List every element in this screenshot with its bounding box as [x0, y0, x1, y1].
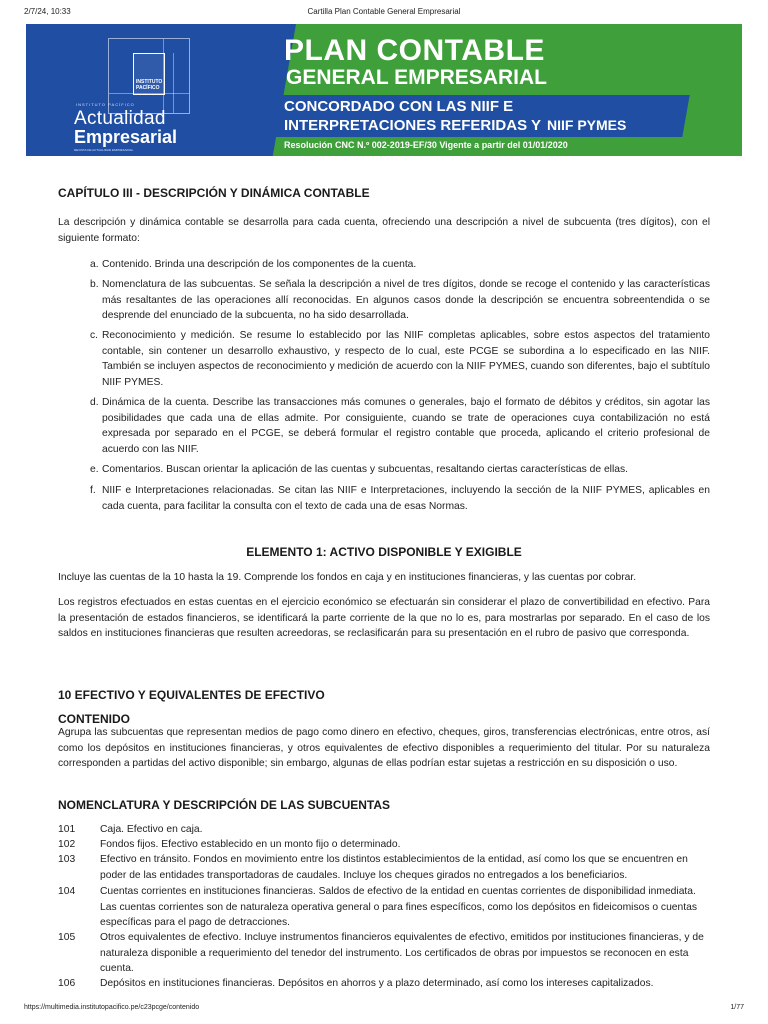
list-item-marker: f.	[90, 485, 96, 496]
subaccount-description: Fondos fijos. Efectivo establecido en un monto fijo o determinado.	[100, 839, 401, 850]
print-footer	[0, 1000, 768, 1020]
list-item: Contenido. Brinda una descripción de los componentes de la cuenta.	[102, 259, 417, 270]
subaccount-code: 101	[58, 824, 76, 835]
print-date: 2/7/24, 10:33	[24, 7, 71, 16]
banner-title-1: PLAN CONTABLE	[284, 34, 545, 67]
ribbon-line-2-text: INTERPRETACIONES REFERIDAS Y	[284, 117, 541, 134]
page-number: 1/77	[730, 1004, 744, 1011]
ribbon-line-1: CONCORDADO CON LAS NIIF E	[284, 98, 514, 115]
brand-tag: INSTITUTO PACÍFICO	[76, 102, 135, 107]
account-10-content: Agrupa las subcuentas que representan medios de pago como dinero en efectivo, cheques, giros, transferencias electrónicas, entre otros, así como los depósitos en instituciones financieras, y otros equivalentes de efectivo disponibles a requerimiento del titular. Por su naturaleza corresponden a partidas del activo disponible; sin embargo, algunas de ellas podrían estar sujetas a restricción en su disposición o uso.	[58, 727, 710, 769]
logo-text: INSTITUTO PACÍFICO	[136, 79, 163, 91]
ribbon-line-2	[284, 117, 626, 134]
content-heading: CONTENIDO	[58, 712, 130, 726]
banner-resolution: Resolución CNC N.º 002-2019-EF/30 Vigente a partir del 01/01/2020	[284, 140, 568, 150]
element-1-title: ELEMENTO 1: ACTIVO DISPONIBLE Y EXIGIBLE	[246, 545, 522, 559]
subaccount-code: 105	[58, 932, 76, 943]
brand-line-1: Actualidad	[74, 108, 166, 129]
subaccount-code: 104	[58, 886, 76, 897]
list-item: Dinámica de la cuenta. Describe las transacciones más comunes o generales, bajo el formato de débitos y créditos, sin agotar las posibilidades que cada una de ellas admite. Por consiguiente, cuando se trate de operaciones cuya contabilización no está expresada por separado en el PCGE, se deberá formular el registro contable que proceda, aplicando el criterio profesional de acuerdo con las NIIF.	[102, 397, 710, 455]
chapter-intro: La descripción y dinámica contable se desarrolla para cada cuenta, ofreciendo una descripción a nivel de subcuenta (tres dígitos), con el siguiente formato:	[58, 217, 710, 244]
element-1-paragraph-1: Incluye las cuentas de la 10 hasta la 19. Comprende los fondos en caja y en instituciones financieras, y las cuentas por cobrar.	[58, 572, 637, 583]
subaccount-code: 102	[58, 839, 76, 850]
list-item-marker: b.	[90, 279, 99, 290]
ribbon-pymes: NIIF PYMES	[546, 117, 627, 133]
element-1-paragraph-2: Los registros efectuados en estas cuentas en el ejercicio económico se efectuarán sin considerar el plazo de convertibilidad en efectivo. Para la presentación de estados financieros, se identificará la parte corriente de la que no lo es, para mostrarlas por separado. En el caso de los saldos en instituciones financieras que resulten acreedoras, se reclasificarán para su presentación en el rubro de pasivo que corresponda.	[58, 597, 710, 639]
cover-banner	[26, 24, 742, 156]
subaccount-code: 106	[58, 978, 76, 989]
list-item: Nomenclatura de las subcuentas. Se señala la descripción a nivel de tres dígitos, donde se recoge el contenido y las características más resaltantes de las operaciones allí reconocidas. En algunos casos donde la descripción se encuentra sobreentendida o se desprende del enunciado de la subcuenta, no ha sido desarrollada.	[102, 279, 710, 321]
subaccount-description: Caja. Efectivo en caja.	[100, 824, 203, 835]
list-item: Reconocimiento y medición. Se resume lo establecido por las NIIF completas aplicables, sobre estos aspectos del tratamiento contable, sin contener un desarrollo exhaustivo, y respecto de lo cual, este PCGE se subordina a lo especificado en las NIIF. También se incluyen aspectos de reconocimiento y medición de acuerdo con la NIIF PYMES, cuando son diferentes, bajo el subtítulo NIIF PYMES.	[102, 330, 710, 388]
print-url[interactable]: https://multimedia.institutopacifico.pe/c23pcge/contenido	[24, 1004, 200, 1011]
chapter-title: CAPÍTULO III - DESCRIPCIÓN Y DINÁMICA CONTABLE	[58, 186, 370, 200]
print-header	[0, 0, 768, 22]
banner-title-2: GENERAL EMPRESARIAL	[286, 66, 547, 89]
logo-square	[133, 53, 165, 95]
nomenclature-heading: NOMENCLATURA Y DESCRIPCIÓN DE LAS SUBCUENTAS	[58, 798, 391, 812]
list-item-marker: d.	[90, 397, 99, 408]
list-item-marker: a.	[90, 259, 99, 270]
subaccount-description: Efectivo en tránsito. Fondos en movimiento entre los distintos establecimientos de la entidad, así como los que se encuentren en poder de las entidades transportadoras de caudales. Incluye los cheques girados no entregados a los beneficiarios.	[100, 854, 688, 881]
list-item: Comentarios. Buscan orientar la aplicación de las cuentas y subcuentas, resaltando ciertas características de ellas.	[102, 464, 628, 475]
brand-subtitle: REVISTA DE ACTUALIDAD EMPRESARIAL	[74, 148, 134, 152]
print-title: Cartilla Plan Contable General Empresarial	[307, 7, 461, 16]
subaccount-code: 103	[58, 854, 76, 865]
brand-line-2: Empresarial	[74, 127, 178, 147]
list-item-marker: e.	[90, 464, 99, 475]
subaccount-description: Depósitos en instituciones financieras. Depósitos en ahorros y a plazo determinado, así como los intereses capitalizados.	[100, 978, 654, 989]
subaccount-description: Cuentas corrientes en instituciones financieras. Saldos de efectivo de la entidad en cuentas corrientes de disponibilidad inmediata. Las cuentas corrientes son de naturaleza operativa general o para fines específicos, como los depósitos en fideicomisos o cuentas específicas para el pago de detracciones.	[100, 886, 697, 928]
list-item-marker: c.	[90, 330, 99, 341]
list-item: NIIF e Interpretaciones relacionadas. Se citan las NIIF e Interpretaciones, incluyendo la sección de la NIIF PYMES, aplicables en cada cuenta, para facilitar la consulta con el texto de cada una de esas Normas.	[102, 485, 710, 512]
subaccount-description: Otros equivalentes de efectivo. Incluye instrumentos financieros equivalentes de efectivo, emitidos por instituciones financieras, y de naturaleza disponible a requerimiento del tenedor del instrumento. Los certificados de obras por impuestos se reconocen en esta cuenta.	[100, 932, 704, 974]
account-10-title: 10 EFECTIVO Y EQUIVALENTES DE EFECTIVO	[58, 688, 325, 702]
